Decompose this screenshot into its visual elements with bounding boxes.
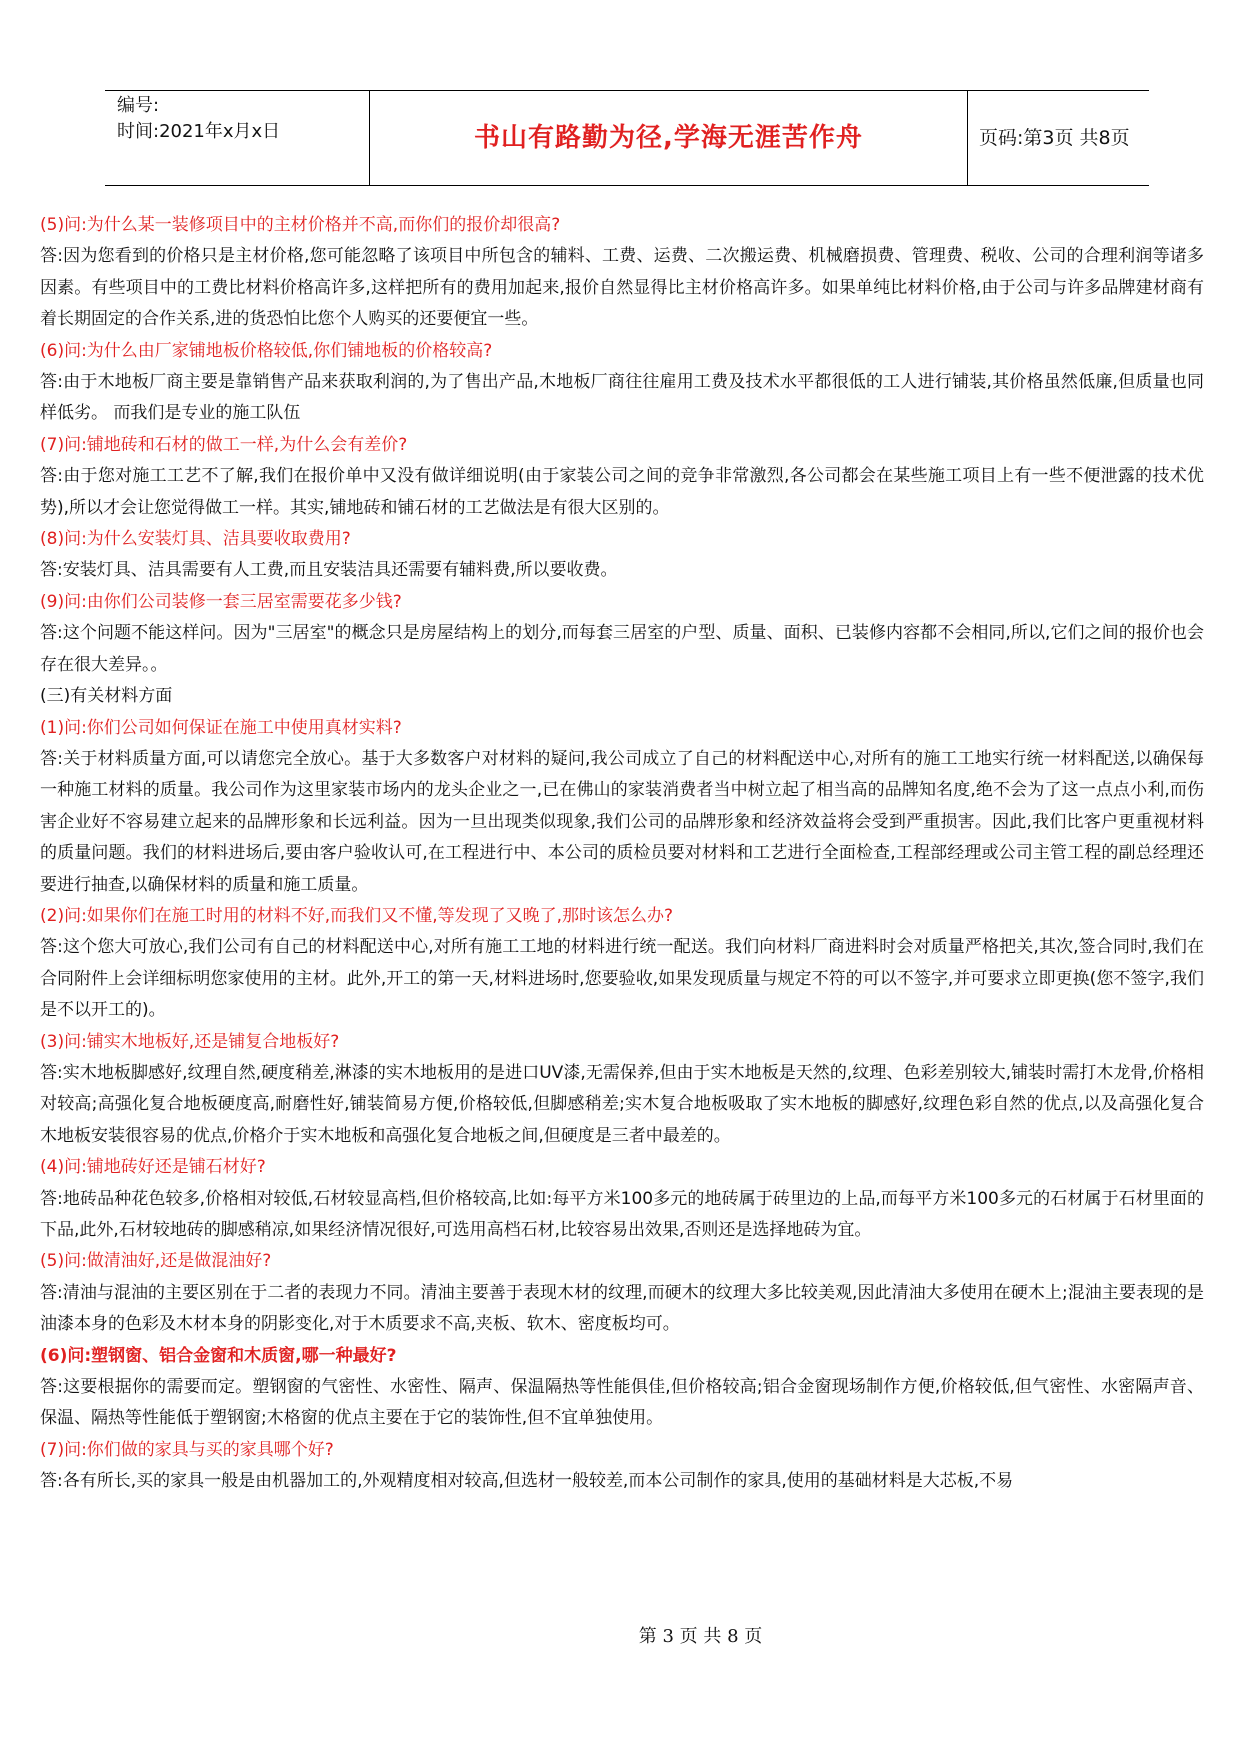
question: (8)问:为什么安装灯具、洁具要收取费用?	[40, 529, 351, 550]
section-heading: (三)有关材料方面	[40, 686, 173, 707]
answer: 答:关于材料质量方面,可以请您完全放心。基于大多数客户对材料的疑问,我公司成立了自己的材料配送中心,对所有的施工工地实行统一材料配送,以确保每一种施工材料的质量。我公司作为这里家装市场内的龙头企业之一,已在佛山的家装消费者当中树立起了相当高的品牌知名度,绝不会为了这一点点小利,而伤害企业好不容易建立起来的品牌形象和长远利益。因为一旦出现类似现象,我们公司的品牌形象和经济效益将会受到严重损害。因此,我们比客户更重视材料的质量问题。我们的材料进场后,要由客户验收认可,在工程进行中、本公司的质检员要对材料和工艺进行全面检查,工程部经理或公司主管工程的副总经理还要进行抽查,以确保材料的质量和施工质量。	[40, 748, 1204, 895]
question: (4)问:铺地砖好还是铺石材好?	[40, 1157, 266, 1178]
page-code: 页码:第3页 共8页	[979, 127, 1130, 149]
question: (5)问:做清油好,还是做混油好?	[40, 1251, 272, 1272]
header-page-cell	[967, 91, 1147, 185]
answer: 答:这个您大可放心,我们公司有自己的材料配送中心,对所有施工工地的材料进行统一配送。我们向材料厂商进料时会对质量严格把关,其次,签合同时,我们在合同附件上会详细标明您家使用的主材。此外,开工的第一天,材料进场时,您要验收,如果发现质量与规定不符的可以不签字,并可要求立即更换(您不签字,我们是不以开工的)。	[40, 937, 1204, 1021]
header-motto-cell	[369, 91, 968, 185]
question: (2)问:如果你们在施工时用的材料不好,而我们又不懂,等发现了又晚了,那时该怎么办?	[40, 905, 674, 926]
page-header	[105, 90, 1149, 186]
motto: 书山有路勤为径,学海无涯苦作舟	[474, 123, 863, 153]
answer: 答:因为您看到的价格只是主材价格,您可能忽略了该项目中所包含的辅料、工费、运费、二次搬运费、机械磨损费、管理费、税收、公司的合理利润等诸多因素。有些项目中的工费比材料价格高许多,这样把所有的费用加起来,报价自然显得比主材价格高许多。如果单纯比材料价格,由于公司与许多品牌建材商有着长期固定的合作关系,进的货恐怕比您个人购买的还要便宜一些。	[40, 246, 1204, 330]
page-footer: 第 3 页 共 8 页	[638, 1626, 763, 1647]
answer: 答:由于您对施工工艺不了解,我们在报价单中又没有做详细说明(由于家装公司之间的竞争非常激烈,各公司都会在某些施工项目上有一些不便泄露的技术优势),所以才会让您觉得做工一样。其实,铺地砖和铺石材的工艺做法是有很大区别的。	[40, 466, 1204, 518]
answer: 答:这个问题不能这样问。因为"三居室"的概念只是房屋结构上的划分,而每套三居室的户型、质量、面积、已装修内容都不会相同,所以,它们之间的报价也会存在很大差异。。	[40, 623, 1204, 675]
answer: 答:安装灯具、洁具需要有人工费,而且安装洁具还需要有辅料费,所以要收费。	[40, 560, 618, 581]
answer: 答:清油与混油的主要区别在于二者的表现力不同。清油主要善于表现木材的纹理,而硬木的纹理大多比较美观,因此清油大多使用在硬木上;混油主要表现的是油漆本身的色彩及木材本身的阴影变化,对于木质要求不高,夹板、软木、密度板均可。	[40, 1282, 1204, 1335]
question: (5)问:为什么某一装修项目中的主材价格并不高,而你们的报价却很高?	[40, 215, 561, 235]
document-body	[40, 210, 1204, 1498]
answer: 答:各有所长,买的家具一般是由机器加工的,外观精度相对较高,但选材一般较差,而本公司制作的家具,使用的基础材料是大芯板,不易	[40, 1471, 1014, 1492]
question: (6)问:塑钢窗、铝合金窗和木质窗,哪一种最好?	[40, 1345, 397, 1366]
question: (6)问:为什么由厂家铺地板价格较低,你们铺地板的价格较高?	[40, 340, 493, 361]
question: (9)问:由你们公司装修一套三居室需要花多少钱?	[40, 591, 402, 612]
question: (3)问:铺实木地板好,还是铺复合地板好?	[40, 1031, 340, 1052]
header-info	[117, 91, 362, 185]
time-label: 时间:2021年x月x日	[117, 121, 281, 142]
question: (7)问:你们做的家具与买的家具哪个好?	[40, 1439, 334, 1460]
number-label: 编号:	[117, 95, 160, 116]
answer: 答:地砖品种花色较多,价格相对较低,石材较显高档,但价格较高,比如:每平方米100多元的地砖属于砖里边的上品,而每平方米100多元的石材属于石材里面的下品,此外,石材较地砖的脚感稍凉,如果经济情况很好,可选用高档石材,比较容易出效果,否则还是选择地砖为宜。	[40, 1188, 1204, 1240]
question: (7)问:铺地砖和石材的做工一样,为什么会有差价?	[40, 434, 408, 455]
question: (1)问:你们公司如何保证在施工中使用真材实料?	[40, 717, 402, 738]
answer: 答:由于木地板厂商主要是靠销售产品来获取利润的,为了售出产品,木地板厂商往往雇用工费及技术水平都很低的工人进行铺装,其价格虽然低廉,但质量也同样低劣。 而我们是专业的施工队伍	[40, 372, 1204, 424]
answer: 答:实木地板脚感好,纹理自然,硬度稍差,淋漆的实木地板用的是进口UV漆,无需保养,但由于实木地板是天然的,纹理、色彩差别较大,铺装时需打木龙骨,价格相对较高;高强化复合地板硬度高,耐磨性好,铺装简易方便,价格较低,但脚感稍差;实木复合地板吸取了实木地板的脚感好,纹理色彩自然的优点,以及高强化复合木地板安装很容易的优点,价格介于实木地板和高强化复合地板之间,但硬度是三者中最差的。	[40, 1062, 1204, 1146]
answer: 答:这要根据你的需要而定。塑钢窗的气密性、水密性、隔声、保温隔热等性能俱佳,但价格较高;铝合金窗现场制作方便,价格较低,但气密性、水密隔声音、保温、隔热等性能低于塑钢窗;木格窗的优点主要在于它的装饰性,但不宜单独使用。	[40, 1377, 1204, 1429]
